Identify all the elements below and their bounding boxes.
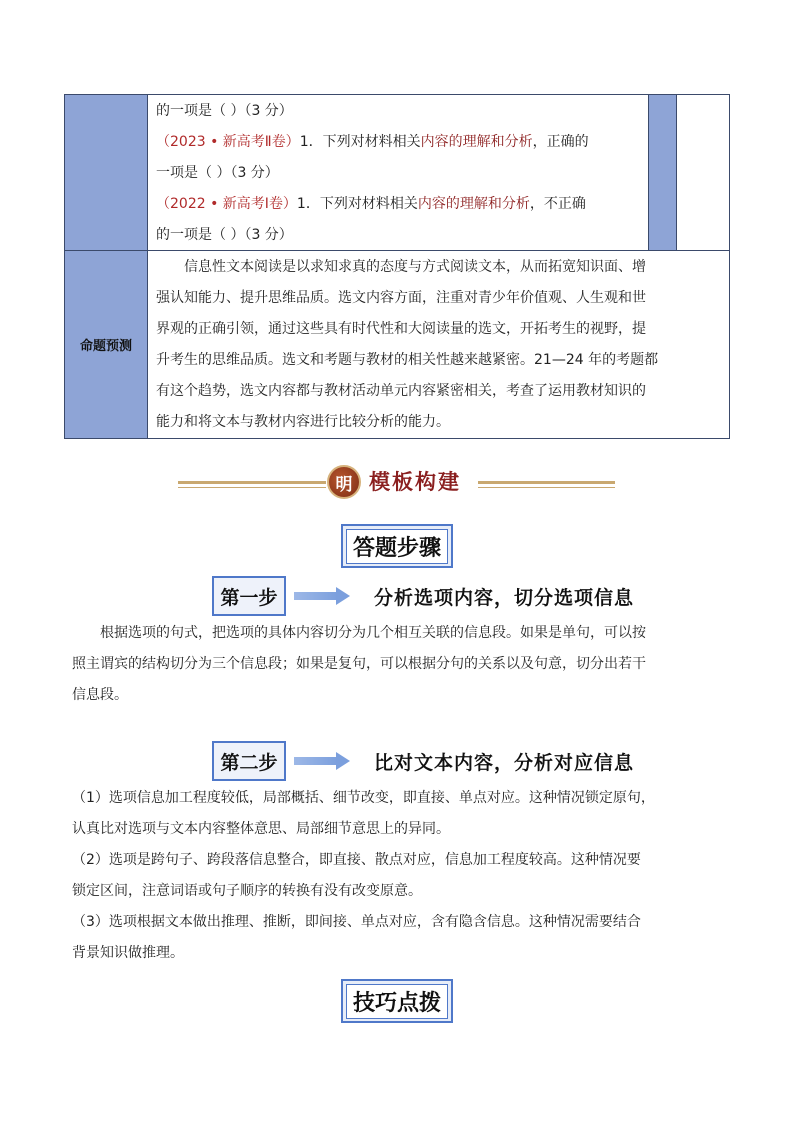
exam-line — [156, 189, 644, 220]
exam-line-part: 的一项是（ ）（3 分） — [156, 103, 293, 119]
exam-line-part: （2022 • 新高考Ⅰ卷） — [156, 196, 297, 212]
exam-line-part: 一项是（ ）（3 分） — [156, 165, 279, 181]
step1-arrow-shaft — [294, 592, 338, 600]
divider-line-left — [178, 481, 326, 484]
prediction-text-cell — [147, 250, 730, 439]
prediction-paragraph — [156, 252, 723, 438]
exam-line — [156, 127, 644, 158]
text-line: （1）选项信息加工程度较低，局部概括、细节改变，即直接、单点对应。这种情况锁定原句， — [72, 790, 655, 806]
arrow-right-icon — [336, 587, 350, 605]
table-left-cell — [64, 94, 148, 251]
text-line: 锁定区间，注意词语或句子顺序的转换有没有改变原意。 — [72, 883, 422, 899]
exam-line-part: 的一项是（ ）（3 分） — [156, 227, 293, 243]
text-line: 界观的正确引领，通过这些具有时代性和大阅读量的选文，开拓考生的视野，提 — [156, 321, 646, 337]
step2-label-box — [212, 741, 286, 781]
text-line: 强认知能力、提升思维品质。选文内容方面，注重对青少年价值观、人生观和世 — [156, 290, 646, 306]
table-exam-cell — [147, 94, 649, 251]
arrow-right-icon — [336, 752, 350, 770]
table-right-cell — [676, 94, 730, 251]
step1-label: 第一步 — [220, 586, 278, 609]
heading-answer-steps — [341, 524, 453, 568]
text-line: 认真比对选项与文本内容整体意思、局部细节意思上的异同。 — [72, 821, 450, 837]
heading-answer-steps-text: 答题步骤 — [346, 529, 448, 564]
text-line: 背景知识做推理。 — [72, 945, 184, 961]
text-line: 有这个趋势，选文内容都与教材活动单元内容紧密相关，考查了运用教材知识的 — [156, 383, 646, 399]
heading-tips-text: 技巧点拨 — [346, 984, 448, 1019]
prediction-label: 命题预测 — [79, 339, 132, 354]
exam-question-lines — [156, 96, 644, 251]
text-line: （2）选项是跨句子、跨段落信息整合，即直接、散点对应，信息加工程度较高。这种情况要 — [72, 852, 641, 868]
prediction-label-cell — [64, 250, 148, 439]
text-line: 升考生的思维品质。选文和考题与教材的相关性越来越紧密。21—24 年的考题都 — [156, 352, 659, 368]
text-line: 信息段。 — [72, 687, 128, 703]
exam-line-part: （2023 • 新高考Ⅱ卷） — [156, 134, 300, 150]
step2-paragraph — [72, 783, 742, 969]
text-line: 能力和将文本与教材内容进行比较分析的能力。 — [156, 414, 450, 430]
text-line: （3）选项根据文本做出推理、推断，即间接、单点对应，含有隐含信息。这种情况需要结合 — [72, 914, 641, 930]
divider-line-left-thin — [178, 487, 326, 488]
exam-line-part: ，正确的 — [532, 134, 589, 150]
step2-title: 比对文本内容，分析对应信息 — [374, 752, 635, 774]
step1-paragraph — [72, 618, 732, 711]
table-mid-strip — [648, 94, 677, 251]
step1-title: 分析选项内容，切分选项信息 — [374, 587, 635, 609]
text-line: 信息性文本阅读是以求知求真的态度与方式阅读文本，从而拓宽知识面、增 — [184, 259, 646, 275]
exam-line-part: 内容的理解和分析 — [420, 134, 533, 150]
text-line: 根据选项的句式，把选项的具体内容切分为几个相互关联的信息段。如果是单句，可以按 — [100, 625, 646, 641]
exam-line-part: ，不正确 — [529, 196, 586, 212]
exam-line-part: 1．下列对材料相关 — [296, 196, 418, 212]
exam-line — [156, 96, 644, 127]
divider-line-right — [478, 481, 615, 484]
prediction-table — [64, 94, 730, 439]
exam-line-part: 1．下列对材料相关 — [299, 134, 421, 150]
heading-tips — [341, 979, 453, 1023]
exam-line — [156, 158, 644, 189]
exam-line-part: 内容的理解和分析 — [417, 196, 530, 212]
section-title: 模板构建 — [369, 469, 461, 494]
step2-label: 第二步 — [220, 751, 278, 774]
divider-line-right-thin — [478, 487, 615, 488]
step1-label-box — [212, 576, 286, 616]
seal-char: 明 — [335, 474, 353, 495]
exam-line — [156, 220, 644, 251]
text-line: 照主谓宾的结构切分为三个信息段；如果是复句，可以根据分句的关系以及句意，切分出若干 — [72, 656, 646, 672]
step2-arrow-shaft — [294, 757, 338, 765]
seal-icon — [327, 465, 361, 499]
